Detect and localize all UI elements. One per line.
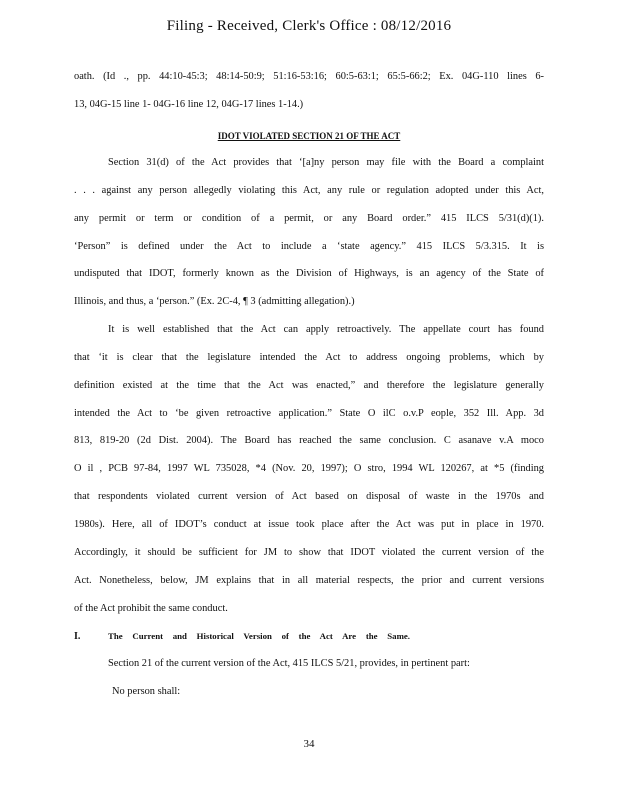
body-line: oath. (Id ., pp. 44:10-45:3; 48:14-50:9; 51:16-53:16; 60:5-63:1; 65:5-66:2; Ex. 04G-110 lines 6-: [74, 71, 544, 82]
body-line: Accordingly, it should be sufficient for JM to show that IDOT violated the current version of the: [74, 547, 544, 558]
body-line: undisputed that IDOT, formerly known as the Division of Highways, is an agency of the State of: [74, 268, 544, 279]
body-line: that ‘it is clear that the legislature intended the Act to address ongoing problems, which by: [74, 352, 544, 363]
body-line: intended the Act to ‘be given retroactive application.” State O ilC o.v.P eople, 352 Ill. App. 3d: [74, 408, 544, 419]
body-line: any permit or term or condition of a permit, or any Board order.” 415 ILCS 5/31(d)(1).: [74, 213, 544, 224]
body-line: of the Act prohibit the same conduct.: [74, 603, 228, 614]
body-line: 813, 819-20 (2d Dist. 2004). The Board has reached the same conclusion. C asanave v.A moco: [74, 435, 544, 446]
body-line: O il , PCB 97-84, 1997 WL 735028, *4 (Nov. 20, 1997); O stro, 1994 WL 120267, at *5 (finding: [74, 463, 544, 474]
body-line: . . . against any person allegedly violating this Act, any rule or regulation adopted under this Act,: [74, 185, 544, 196]
body-line: 13, 04G-15 line 1- 04G-16 line 12, 04G-17 lines 1-14.): [74, 99, 304, 110]
body-line: Act. Nonetheless, below, JM explains that in all material respects, the prior and current versions: [74, 575, 544, 586]
body-line: that respondents violated current version of Act based on disposal of waste in the 1970s and: [74, 491, 544, 502]
body-line: It is well established that the Act can apply retroactively. The appellate court has found: [108, 324, 544, 335]
body-line: ‘Person” is defined under the Act to include a ‘state agency.” 415 ILCS 5/3.315. It is: [74, 241, 544, 252]
section-number: I.: [74, 631, 81, 642]
body-line: 1980s). Here, all of IDOT’s conduct at issue took place after the Act was put in place in 1970.: [74, 519, 544, 530]
body-line: Section 31(d) of the Act provides that ‘[a]ny person may file with the Board a complaint: [108, 157, 544, 168]
section-heading: IDOT VIOLATED SECTION 21 OF THE ACT: [217, 131, 401, 141]
filing-stamp-header: Filing - Received, Clerk's Office : 08/12/2016: [166, 18, 452, 34]
body-line: Section 21 of the current version of the Act, 415 ILCS 5/21, provides, in pertinent part:: [108, 658, 470, 669]
page-number: 34: [303, 738, 315, 750]
section-title: The Current and Historical Version of the Act Are the Same.: [108, 631, 410, 641]
body-line: No person shall:: [112, 686, 181, 697]
body-line: definition existed at the time that the Act was enacted,” and therefore the legislature generally: [74, 380, 544, 391]
body-line: Illinois, and thus, a ‘person.” (Ex. 2C-4, ¶ 3 (admitting allegation).): [74, 296, 355, 307]
